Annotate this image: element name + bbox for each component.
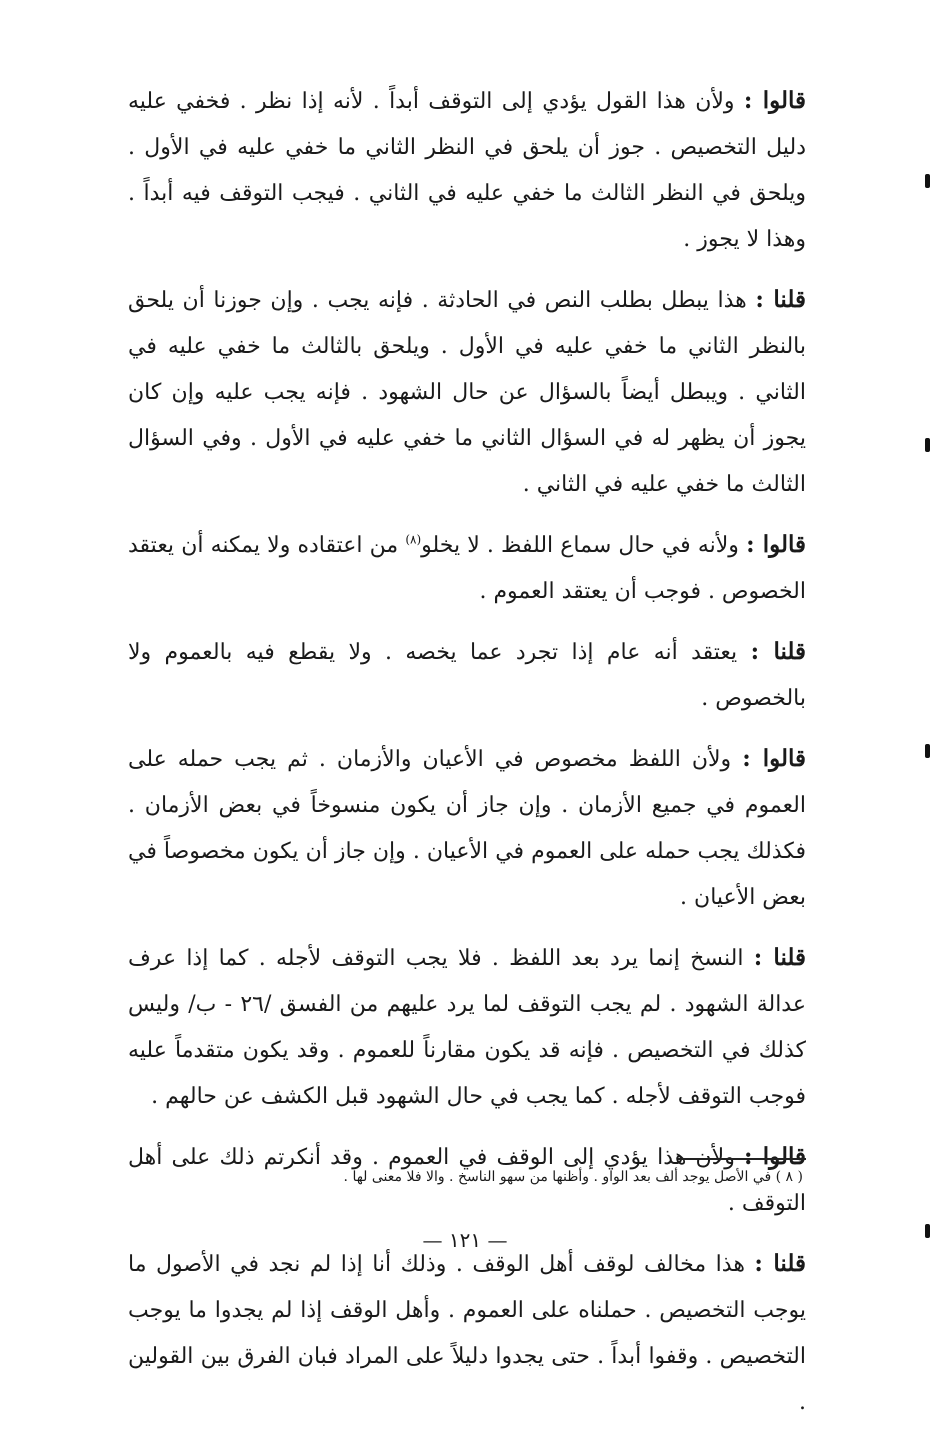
paragraph-lead: قلنا : (754, 1250, 806, 1277)
paragraph-text: يعتقد أنه عام إذا تجرد عما يخصه . ولا يقطع فيه بالعموم ولا بالخصوص . (128, 640, 806, 711)
paragraph-8 (128, 1241, 806, 1426)
scan-edge-mark (925, 174, 930, 188)
paragraph-lead: قالوا : (742, 745, 807, 772)
scan-edge-mark (925, 1224, 930, 1238)
paragraph-text: هذا مخالف لوقف أهل الوقف . وذلك أنا إذا لم نجد في الأصول ما يوجب التخصيص . حملناه على العموم . وأهل الوقف إذا لم يجدوا ما يوجب التخصيص . وقفوا أبداً . حتى يجدوا دليلاً على المراد فبان الفرق بين القولين . (128, 1252, 806, 1415)
paragraph-text: ولأن اللفظ مخصوص في الأعيان والأزمان . ثم يجب حمله على العموم في جميع الأزمان . وإن جاز أن يكون منسوخاً في بعض الأزمان . فكذلك يجب حمله على العموم في الأعيان . وإن جاز أن يكون مخصوصاً في بعض الأعيان . (128, 747, 806, 910)
footnote-reference: (٨) (405, 532, 422, 547)
paragraph-text: هذا يبطل بطلب النص في الحادثة . فإنه يجب . وإن جوزنا أن يلحق بالنظر الثاني ما خفي عليه في الأول . ويلحق بالثالث ما خفي عليه في الثاني . ويبطل أيضاً بالسؤال عن حال الشهود . فإنه يجب عليه وإن كان يجوز أن يظهر له في السؤال الثاني ما خفي عليه في الأول . وفي السؤال الثالث ما خفي عليه في الثاني . (128, 288, 806, 497)
paragraph-1 (128, 78, 806, 263)
paragraph-text: من اعتقاده ولا يمكنه أن يعتقد الخصوص . فوجب أن يعتقد العموم . (128, 533, 806, 604)
paragraph-lead: قالوا : (743, 87, 807, 114)
paragraph-lead: قلنا : (750, 638, 806, 665)
paragraph-5 (128, 736, 806, 921)
paragraph-4 (128, 629, 806, 722)
paragraph-text: ولأن هذا يؤدي إلى الوقف في العموم . وقد أنكرتم ذلك على أهل التوقف . (128, 1145, 806, 1216)
footnote-divider (678, 1158, 806, 1160)
paragraph-6 (128, 935, 806, 1120)
paragraph-lead: قالوا : (746, 531, 807, 558)
footnote: ( ٨ ) في الأصل يوجد ألف بعد الواو . وأظنها من سهو الناسخ . والا فلا معنى لها . (343, 1169, 803, 1185)
paragraph-3 (128, 522, 806, 615)
paragraph-2 (128, 277, 806, 508)
paragraph-lead: قالوا : (744, 1143, 806, 1170)
paragraph-text: ولأن هذا القول يؤدي إلى التوقف أبداً . لأنه إذا نظر . فخفي عليه دليل التخصيص . جوز أن يلحق في النظر الثاني ما خفي عليه في الأول . ويلحق في النظر الثالث ما خفي عليه في الثاني . فيجب التوقف فيه أبداً . وهذا لا يجوز . (128, 89, 806, 252)
paragraph-lead: قلنا : (755, 286, 806, 313)
page-number: — ١٢١ — (422, 1228, 508, 1252)
paragraph-lead: قلنا : (753, 944, 806, 971)
paragraph-text: النسخ إنما يرد بعد اللفظ . فلا يجب التوقف لأجله . كما إذا عرف عدالة الشهود . لم يجب التوقف لما يرد عليهم من الفسق /٢٦ - ب/ وليس كذلك في التخصيص . فإنه قد يكون مقارناً للعموم . وقد يكون متقدماً عليه فوجب التوقف لأجله . كما يجب في حال الشهود قبل الكشف عن حالهم . (128, 946, 806, 1109)
paragraph-text: ولأنه في حال سماع اللفظ . لا يخلو (421, 533, 739, 558)
scan-edge-mark (925, 438, 930, 452)
scan-edge-mark (925, 744, 930, 758)
